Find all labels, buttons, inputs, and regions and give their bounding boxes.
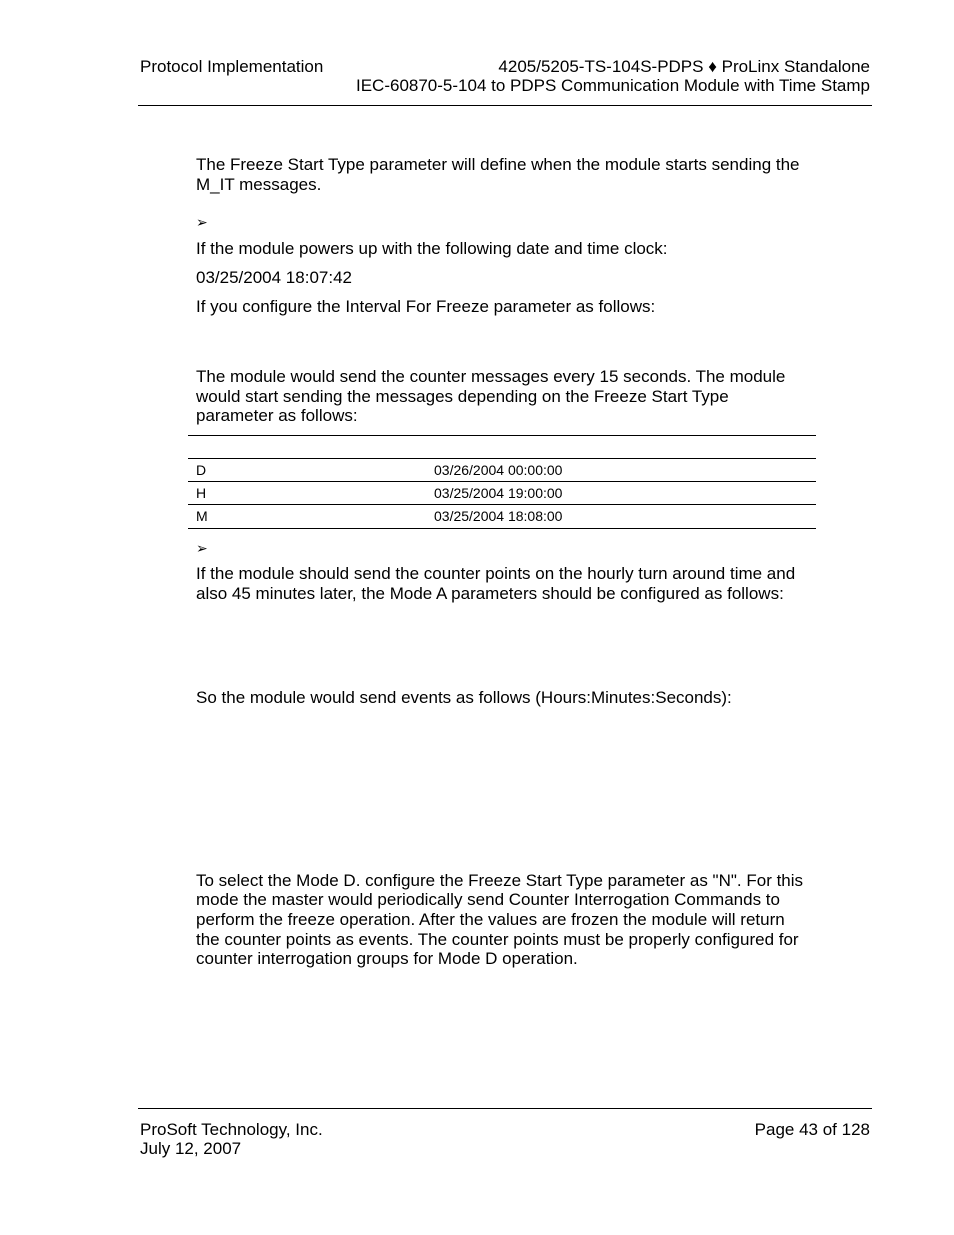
table-row-rule xyxy=(188,481,816,482)
paragraph-mode-d-line-4: the counter points as events. The counter points must be properly configured for xyxy=(196,930,799,949)
table-cell-type: M xyxy=(196,508,208,524)
table-header-rule xyxy=(188,458,816,459)
footer-rule xyxy=(138,1108,872,1109)
table-cell-start-time: 03/25/2004 19:00:00 xyxy=(434,485,563,501)
table-top-rule xyxy=(188,435,816,436)
paragraph-mode-d-line-2: mode the master would periodically send Counter Interrogation Commands to xyxy=(196,890,780,909)
paragraph-freeze-start-line-1: The Freeze Start Type parameter will define when the module starts sending the xyxy=(196,155,800,174)
header-section-title: Protocol Implementation xyxy=(140,57,324,76)
table-cell-type: D xyxy=(196,462,207,478)
footer-company: ProSoft Technology, Inc. xyxy=(140,1120,323,1139)
table-row-rule xyxy=(188,504,816,505)
paragraph-freeze-start-line-2: M_IT messages. xyxy=(196,175,322,194)
footer-page-number: Page 43 of 128 xyxy=(754,1120,870,1139)
table-bottom-rule xyxy=(188,528,816,529)
table-cell-start-time: 03/25/2004 18:08:00 xyxy=(434,508,563,524)
header-product-line-1: 4205/5205-TS-104S-PDPS ♦ ProLinx Standalone xyxy=(498,57,870,76)
paragraph-counter-line-2: would start sending the messages depending on the Freeze Start Type xyxy=(196,387,729,406)
header-product-line-2: IEC-60870-5-104 to PDPS Communication Module with Time Stamp xyxy=(355,76,870,95)
paragraph-hourly-line-1: If the module should send the counter points on the hourly turn around time and xyxy=(196,564,796,583)
header-rule xyxy=(138,105,872,106)
table-cell-type: H xyxy=(196,485,207,501)
paragraph-powers-up: If the module powers up with the following date and time clock: xyxy=(196,239,668,258)
paragraph-interval: If you configure the Interval For Freeze parameter as follows: xyxy=(196,297,656,316)
example-datetime: 03/25/2004 18:07:42 xyxy=(196,268,352,287)
paragraph-mode-d-line-5: counter interrogation groups for Mode D operation. xyxy=(196,949,578,968)
table-cell-start-time: 03/26/2004 00:00:00 xyxy=(434,462,563,478)
paragraph-events: So the module would send events as follows (Hours:Minutes:Seconds): xyxy=(196,688,732,707)
paragraph-mode-d-line-1: To select the Mode D. configure the Freeze Start Type parameter as "N". For this xyxy=(196,871,804,890)
paragraph-hourly-line-2: also 45 minutes later, the Mode A parameters should be configured as follows: xyxy=(196,584,784,603)
footer-date: July 12, 2007 xyxy=(140,1139,242,1158)
arrow-bullet-icon: ➢ xyxy=(196,215,208,231)
arrow-bullet-icon: ➢ xyxy=(196,541,208,557)
paragraph-counter-line-3: parameter as follows: xyxy=(196,406,358,425)
paragraph-mode-d-line-3: perform the freeze operation. After the values are frozen the module will return xyxy=(196,910,785,929)
paragraph-counter-line-1: The module would send the counter messages every 15 seconds. The module xyxy=(196,367,786,386)
